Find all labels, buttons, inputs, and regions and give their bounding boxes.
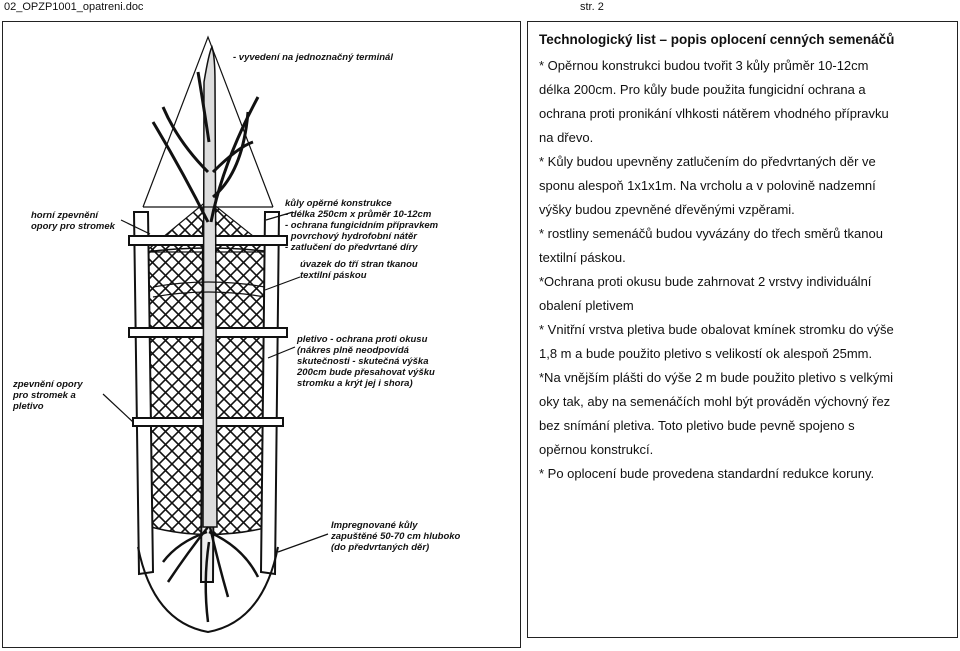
label-terminal: - vyvedení na jednoznačný terminál [233,52,393,63]
text-line: opěrnou konstrukcí. [539,442,654,457]
text-line: na dřevo. [539,130,594,145]
label-ties: úvazek do tří stran tkanou textilní páskou [300,259,418,281]
text-line: *Ochrana proti okusu bude zahrnovat 2 vrstvy individuální [539,274,872,289]
label-top-bracing: horní zpevnění opory pro stromek [31,210,115,232]
text-line: textilní páskou. [539,250,626,265]
sheet-body [539,54,951,486]
text-line: obalení pletivem [539,298,634,313]
text-line: * Kůly budou upevněny zatlučením do předvrtaných děr ve [539,154,876,169]
text-line: * Opěrnou konstrukci budou tvořit 3 kůly průměr 10-12cm [539,58,869,73]
text-line: * rostliny semenáčů budou vyvázány do třech směrů tkanou [539,226,883,241]
sheet-title: Technologický list – popis oplocení cenných semenáčů [539,32,895,47]
text-line: 1,8 m a bude použito pletivo s velikostí ok alespoň 25mm. [539,346,873,361]
text-line: oky tak, aby na semenáčích mohl být prováděn výchovný řez [539,394,891,409]
text-line: délka 200cm. Pro kůly bude použita fungicidní ochrana a [539,82,866,97]
page-number: str. 2 [580,1,604,13]
label-mesh: pletivo - ochrana proti okusu (nákres plně neodpovídá skutečnosti - skutečná výška 200cm bude přesahovat výšku stromku a krýt jej i shora) [297,334,435,389]
tree-protection-illustration [3,22,520,647]
text-frame [527,21,958,638]
document-filename: 02_OPZP1001_opatreni.doc [4,1,144,13]
technical-sheet [539,31,951,486]
text-line: výšky budou zpevněné dřevěnými vzpěrami. [539,202,795,217]
text-line: * Po oplocení bude provedena standardní redukce koruny. [539,466,875,481]
figure-frame [2,21,521,648]
label-support: zpevnění opory pro stromek a pletivo [13,379,83,412]
label-impregnated-posts: Impregnované kůly zapuštěné 50-70 cm hluboko (do předvrtaných děr) [331,520,461,553]
text-line: sponu alespoň 1x1x1m. Na vrcholu a v polovině nadzemní [539,178,876,193]
label-posts: kůly opěrné konstrukce - délka 250cm x průměr 10-12cm - ochrana fungicidním přípravkem - povrchový hydrofobní nátěr - zatlučení do předvrtané díry [285,198,439,253]
text-line: *Na vnějším plášti do výše 2 m bude použito pletivo s velkými [539,370,894,385]
text-line: ochrana proti pronikání vlhkosti nátěrem vhodného přípravku [539,106,889,121]
text-line: bez snímání pletiva. Toto pletivo bude pevně spojeno s [539,418,855,433]
text-line: * Vnitřní vrstva pletiva bude obalovat kmínek stromku do výše [539,322,894,337]
